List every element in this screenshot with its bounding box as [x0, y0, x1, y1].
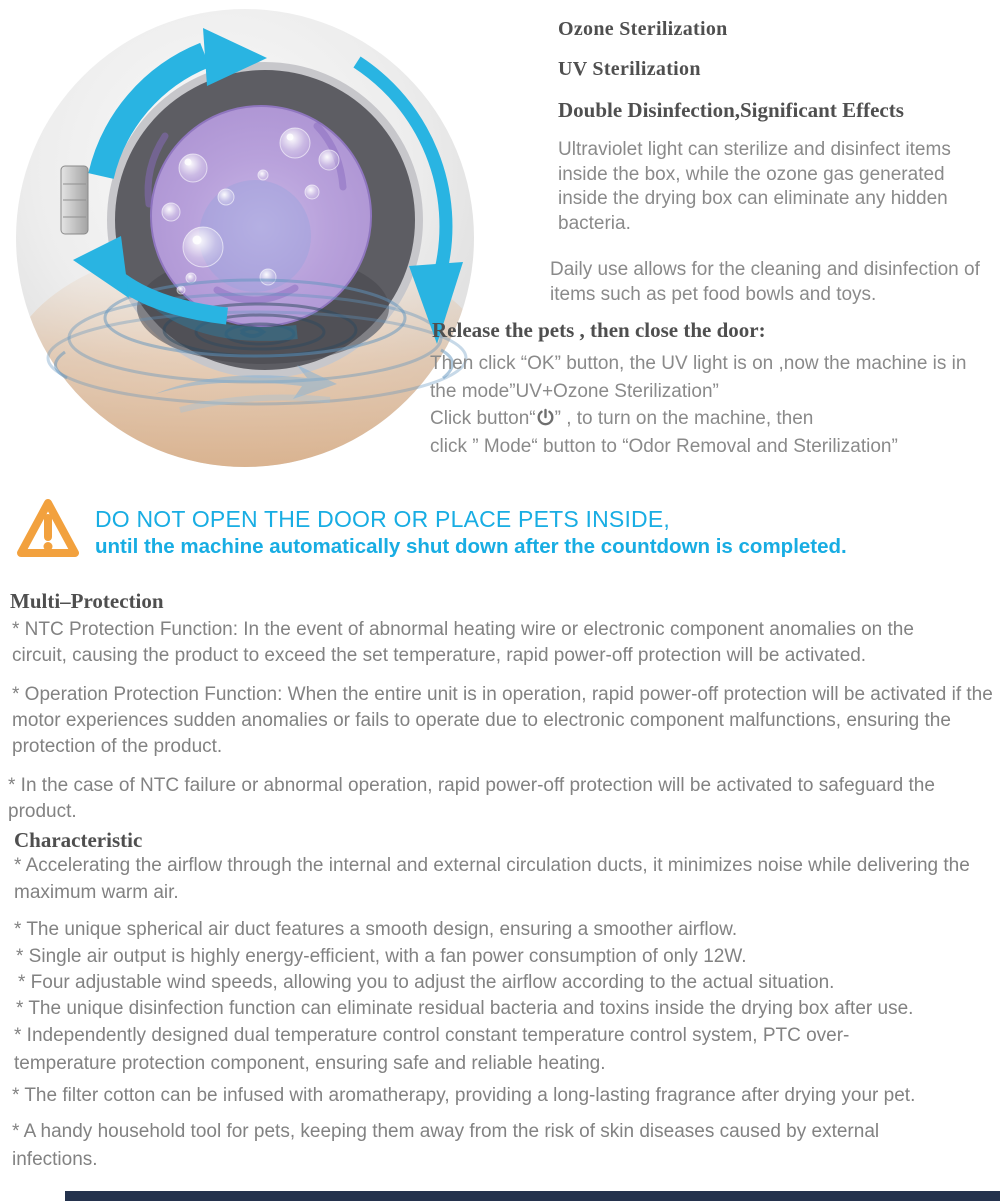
- warning-line1: DO NOT OPEN THE DOOR OR PLACE PETS INSIDE,: [95, 506, 670, 532]
- pet-dryer-illustration: [5, 0, 483, 478]
- heading-release-pets: Release the pets , then close the door:: [432, 318, 766, 342]
- char-item-single-output: * Single air output is highly energy-efficient, with a fan power consumption of only 12W.: [16, 946, 747, 967]
- char-item-handy-tool: * A handy household tool for pets, keeping them away from the risk of skin diseases caused by external infections.: [12, 1121, 880, 1170]
- step-ok-line1: Then click “OK” button, the UV light is on ,now the machine is in: [430, 353, 967, 374]
- char-item-dual-temp: * Independently designed dual temperature control constant temperature control system, PTC over-temperature protection component, ensuring safe and reliable heating.: [14, 1025, 850, 1074]
- paragraph-daily-use: Daily use allows for the cleaning and disinfection of items such as pet food bowls and toys.: [550, 259, 980, 305]
- step-power-line: [430, 405, 1000, 433]
- paragraph-uv-description: Ultraviolet light can sterilize and disinfect items inside the box, while the ozone gas generated inside the drying box can eliminate any hidden bacteria.: [558, 139, 951, 234]
- heading-uv-sterilization: UV Sterilization: [558, 58, 701, 80]
- step-power-pre: Click button“: [430, 408, 536, 429]
- warning-line2: until the machine automatically shut down after the countdown is completed.: [95, 535, 847, 558]
- heading-double-disinfection: Double Disinfection,Significant Effects: [558, 98, 904, 122]
- heading-multi-protection: Multi–Protection: [10, 589, 164, 613]
- door-hinge: [61, 166, 88, 234]
- mp-item-ntc: * NTC Protection Function: In the event of abnormal heating wire or electronic component anomalies on the circuit, causing the product to exceed the set temperature, rapid power-off protection will be activated.: [12, 619, 914, 666]
- power-icon: [536, 408, 555, 427]
- char-item-disinfection: * The unique disinfection function can eliminate residual bacteria and toxins inside the drying box after use.: [16, 998, 914, 1019]
- mp-item-operation: * Operation Protection Function: When the entire unit is in operation, rapid power-off protection will be activated if the motor experiences sudden anomalies or fails to operate due to electronic component malfunctions, ensuring the protection of the product.: [12, 684, 993, 757]
- footer-divider-bar: [65, 1191, 1000, 1201]
- char-item-spherical-duct: * The unique spherical air duct features a smooth design, ensuring a smoother airflow.: [14, 919, 738, 940]
- step-ok-line2: the mode”UV+Ozone Sterilization”: [430, 380, 719, 402]
- warning-triangle-icon: [14, 495, 82, 567]
- step-power-post: ” , to turn on the machine, then: [554, 408, 814, 429]
- heading-characteristic: Characteristic: [14, 828, 143, 852]
- step-mode-line: click ” Mode“ button to “Odor Removal and Sterilization”: [430, 435, 898, 457]
- char-item-airflow: * Accelerating the airflow through the internal and external circulation ducts, it minimizes noise while delivering the maximum warm air.: [14, 855, 970, 903]
- char-item-wind-speeds: * Four adjustable wind speeds, allowing you to adjust the airflow according to the actual situation.: [18, 972, 835, 993]
- heading-ozone-sterilization: Ozone Sterilization: [558, 18, 728, 40]
- char-item-filter-cotton: * The filter cotton can be infused with aromatherapy, providing a long-lasting fragrance after drying your pet.: [12, 1085, 916, 1106]
- instruction-steps: [430, 350, 1000, 460]
- mp-item-ntc-failure: * In the case of NTC failure or abnormal operation, rapid power-off protection will be activated to safeguard the product.: [8, 775, 935, 822]
